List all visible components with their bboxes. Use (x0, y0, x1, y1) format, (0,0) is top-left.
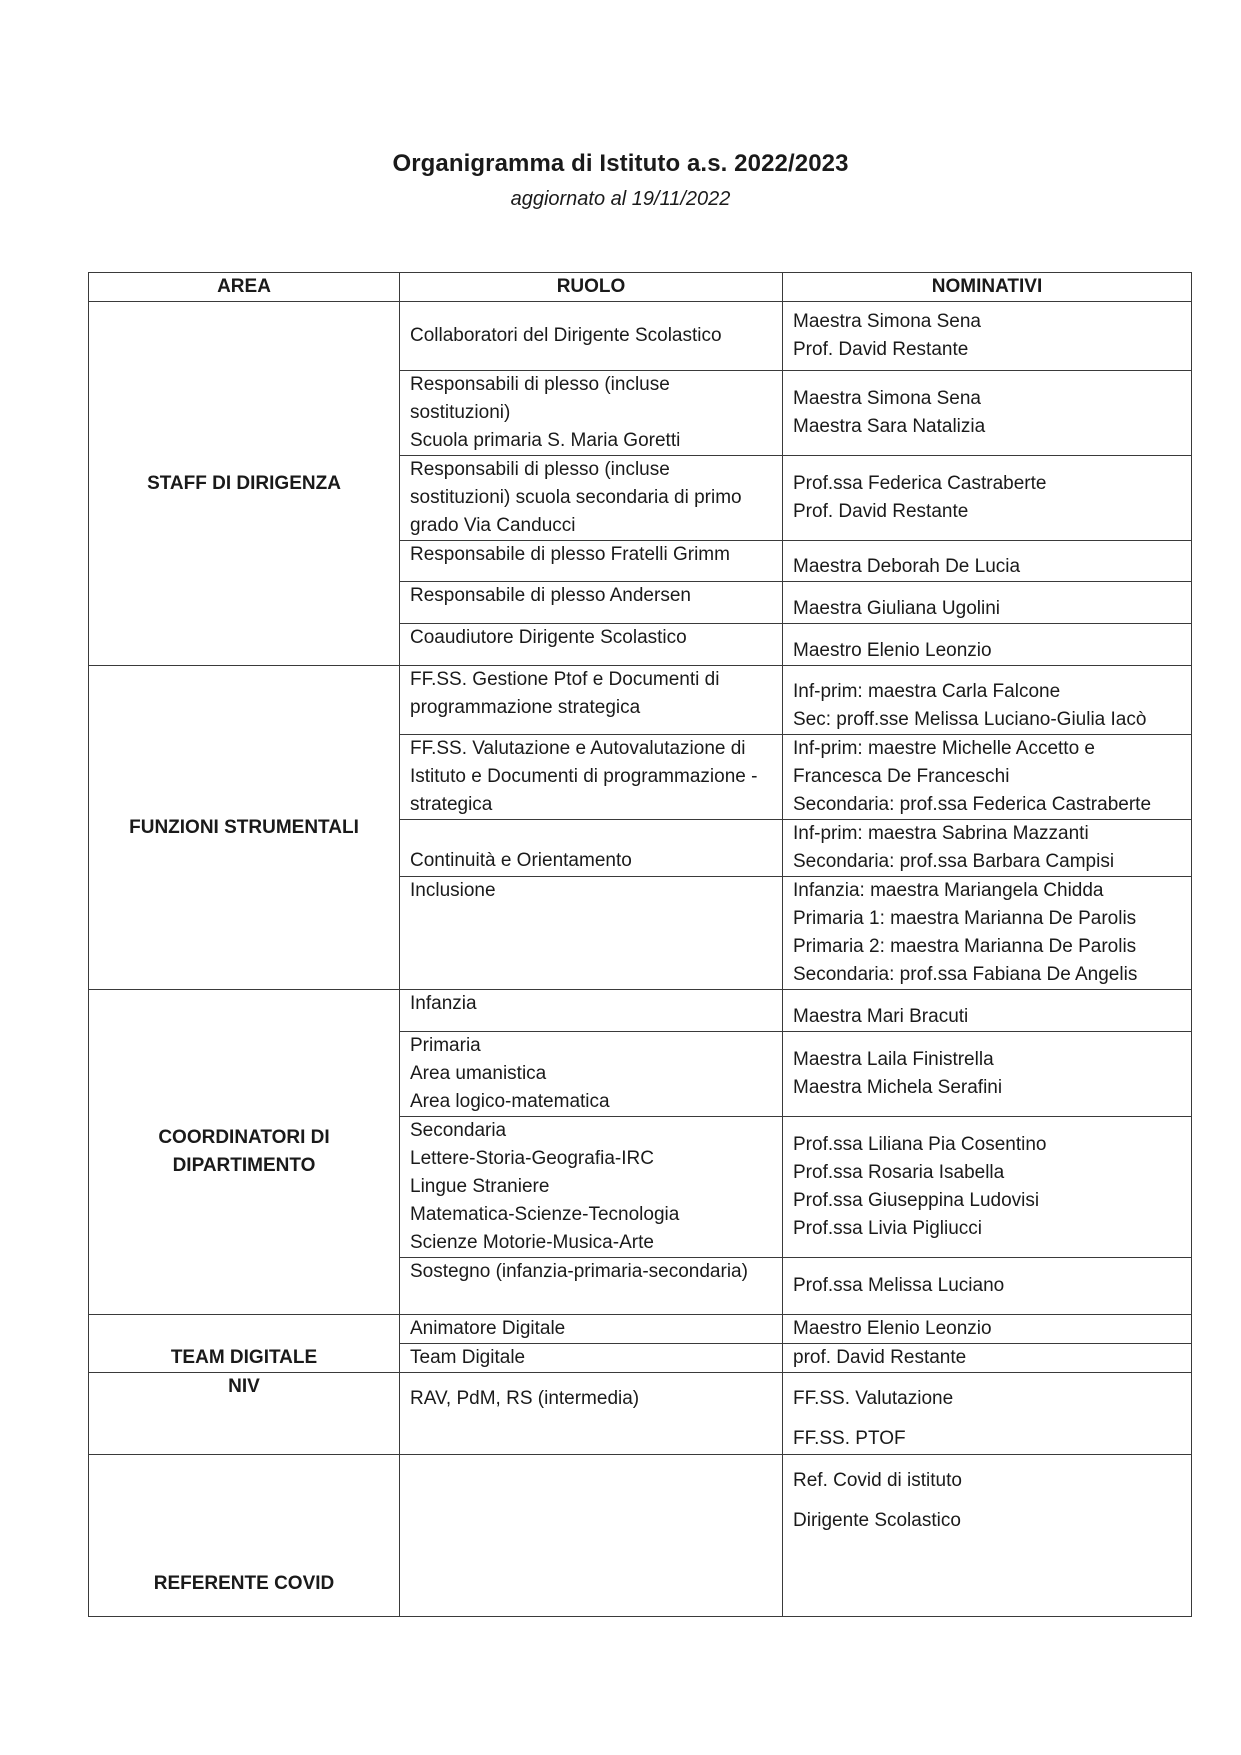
area-cell-team: TEAM DIGITALE (89, 1315, 400, 1373)
ruolo-line: Primaria (410, 1035, 481, 1056)
nominativo: Maestra Mari Bracuti (793, 1006, 969, 1027)
nominativo: Primaria 2: maestra Marianna De Parolis (793, 936, 1137, 957)
area-cell-staff: STAFF DI DIRIGENZA (89, 302, 400, 666)
ruolo-cell (400, 666, 783, 735)
ruolo-cell (400, 1315, 783, 1344)
nominativo: Prof. David Restante (793, 501, 969, 522)
ruolo-cell (400, 1117, 783, 1258)
nominativi-cell (783, 666, 1192, 735)
nominativo: Prof.ssa Rosaria Isabella (793, 1162, 1005, 1183)
nominativo: Secondaria: prof.ssa Fabiana De Angelis (793, 964, 1138, 985)
nominativo: Inf-prim: maestra Sabrina Mazzanti (793, 823, 1089, 844)
ruolo-cell (400, 1455, 783, 1617)
nominativo: Prof.ssa Giuseppina Ludovisi (793, 1190, 1040, 1211)
ruolo-cell (400, 1032, 783, 1117)
ruolo-line: Area logico-matematica (410, 1091, 610, 1112)
nominativo: Maestra Michela Serafini (793, 1077, 1003, 1098)
ruolo-line: Scienze Motorie-Musica-Arte (410, 1232, 654, 1253)
area-cell-covid: REFERENTE COVID (89, 1455, 400, 1617)
table-row (89, 1315, 1192, 1344)
nominativo: Sec: proff.sse Melissa Luciano-Giulia Iacò (793, 709, 1147, 730)
nominativo: Infanzia: maestra Mariangela Chidda (793, 880, 1104, 901)
ruolo-line: Matematica-Scienze-Tecnologia (410, 1204, 680, 1225)
ruolo-line: Inclusione (410, 880, 496, 901)
nominativi-cell (783, 1455, 1192, 1617)
nominativo: FF.SS. Valutazione (793, 1388, 954, 1409)
ruolo-line: Infanzia (410, 993, 477, 1014)
nominativo: Inf-prim: maestra Carla Falcone (793, 681, 1061, 702)
ruolo-cell (400, 456, 783, 541)
ruolo-cell (400, 582, 783, 624)
ruolo-cell (400, 371, 783, 456)
ruolo-line: Lettere-Storia-Geografia-IRC (410, 1148, 654, 1169)
nominativo: Prof.ssa Melissa Luciano (793, 1275, 1005, 1296)
nominativo: Secondaria: prof.ssa Federica Castraberte (793, 794, 1152, 815)
ruolo-cell (400, 1344, 783, 1373)
ruolo-line: Responsabili di plesso (incluse sostituzioni) scuola secondaria di primo grado Via Canducci (410, 459, 742, 536)
ruolo-cell (400, 624, 783, 666)
nominativo: Maestra Sara Natalizia (793, 416, 986, 437)
nominativi-cell (783, 1344, 1192, 1373)
nominativo: Ref. Covid di istituto (793, 1470, 962, 1491)
nominativo: Primaria 1: maestra Marianna De Parolis (793, 908, 1137, 929)
area-cell-funzioni: FUNZIONI STRUMENTALI (89, 666, 400, 990)
document-subtitle: aggiornato al 19/11/2022 (510, 188, 731, 210)
column-header-ruolo: RUOLO (400, 273, 783, 302)
nominativi-cell (783, 1117, 1192, 1258)
ruolo-line: Responsabili di plesso (incluse sostituzioni) (410, 374, 670, 423)
area-cell-coordinatori: COORDINATORI DI DIPARTIMENTO (89, 990, 400, 1315)
ruolo-line: Coaudiutore Dirigente Scolastico (410, 627, 687, 648)
table-row (89, 302, 1192, 371)
nominativo: Dirigente Scolastico (793, 1510, 961, 1531)
nominativi-cell (783, 990, 1192, 1032)
nominativo: Maestra Laila Finistrella (793, 1049, 994, 1070)
nominativo: Prof.ssa Federica Castraberte (793, 473, 1047, 494)
nominativi-cell (783, 302, 1192, 371)
nominativo: Maestra Giuliana Ugolini (793, 598, 1000, 619)
ruolo-line: Responsabile di plesso Andersen (410, 585, 691, 606)
nominativo: Secondaria: prof.ssa Barbara Campisi (793, 851, 1115, 872)
nominativi-cell (783, 735, 1192, 820)
table-row (89, 990, 1192, 1032)
nominativo: Maestra Simona Sena (793, 311, 981, 332)
nominativo: Maestro Elenio Leonzio (793, 640, 992, 661)
nominativo: Maestra Simona Sena (793, 388, 981, 409)
nominativo: Prof. David Restante (793, 339, 969, 360)
ruolo-cell (400, 302, 783, 371)
ruolo-line: FF.SS. Valutazione e Autovalutazione di Istituto e Documenti di programmazione -strategica (410, 738, 758, 815)
nominativi-cell (783, 371, 1192, 456)
nominativi-cell (783, 1032, 1192, 1117)
ruolo-cell (400, 877, 783, 990)
table-row (89, 1455, 1192, 1617)
ruolo-cell (400, 1258, 783, 1315)
nominativi-cell (783, 820, 1192, 877)
ruolo-cell (400, 990, 783, 1032)
ruolo-line: Area umanistica (410, 1063, 547, 1084)
table-row (89, 1373, 1192, 1455)
table-row (89, 666, 1192, 735)
nominativo: Inf-prim: maestre Michelle Accetto e Francesca De Franceschi (793, 738, 1095, 787)
ruolo-line: Scuola primaria S. Maria Goretti (410, 430, 681, 451)
organigram-table (88, 272, 1192, 1617)
nominativi-cell (783, 1373, 1192, 1455)
ruolo-line: Responsabile di plesso Fratelli Grimm (410, 544, 730, 565)
nominativi-cell (783, 624, 1192, 666)
ruolo-line: FF.SS. Gestione Ptof e Documenti di programmazione strategica (410, 669, 720, 718)
ruolo-line: RAV, PdM, RS (intermedia) (410, 1388, 640, 1409)
nominativi-cell (783, 1258, 1192, 1315)
ruolo-line: Continuità e Orientamento (410, 850, 632, 871)
ruolo-cell (400, 541, 783, 582)
nominativo: prof. David Restante (793, 1347, 967, 1368)
nominativi-cell (783, 541, 1192, 582)
nominativi-cell (783, 456, 1192, 541)
nominativo: Prof.ssa Livia Pigliucci (793, 1218, 983, 1239)
nominativo: Maestra Deborah De Lucia (793, 556, 1021, 577)
ruolo-cell (400, 820, 783, 877)
ruolo-cell (400, 1373, 783, 1455)
nominativi-cell (783, 1315, 1192, 1344)
document-title: Organigramma di Istituto a.s. 2022/2023 (392, 150, 849, 177)
ruolo-line: Secondaria (410, 1120, 507, 1141)
ruolo-line: Lingue Straniere (410, 1176, 550, 1197)
nominativi-cell (783, 582, 1192, 624)
nominativo: Prof.ssa Liliana Pia Cosentino (793, 1134, 1047, 1155)
column-header-area: AREA (89, 273, 400, 302)
ruolo-line: Collaboratori del Dirigente Scolastico (410, 325, 722, 346)
area-cell-niv: NIV (89, 1373, 400, 1455)
nominativi-cell (783, 877, 1192, 990)
ruolo-cell (400, 735, 783, 820)
ruolo-line: Animatore Digitale (410, 1318, 566, 1339)
table-header-row (89, 273, 1192, 302)
nominativo: Maestro Elenio Leonzio (793, 1318, 992, 1339)
ruolo-line: Sostegno (infanzia-primaria-secondaria) (410, 1261, 748, 1282)
column-header-nominativi: NOMINATIVI (783, 273, 1192, 302)
nominativo: FF.SS. PTOF (793, 1428, 906, 1449)
ruolo-line: Team Digitale (410, 1347, 526, 1368)
